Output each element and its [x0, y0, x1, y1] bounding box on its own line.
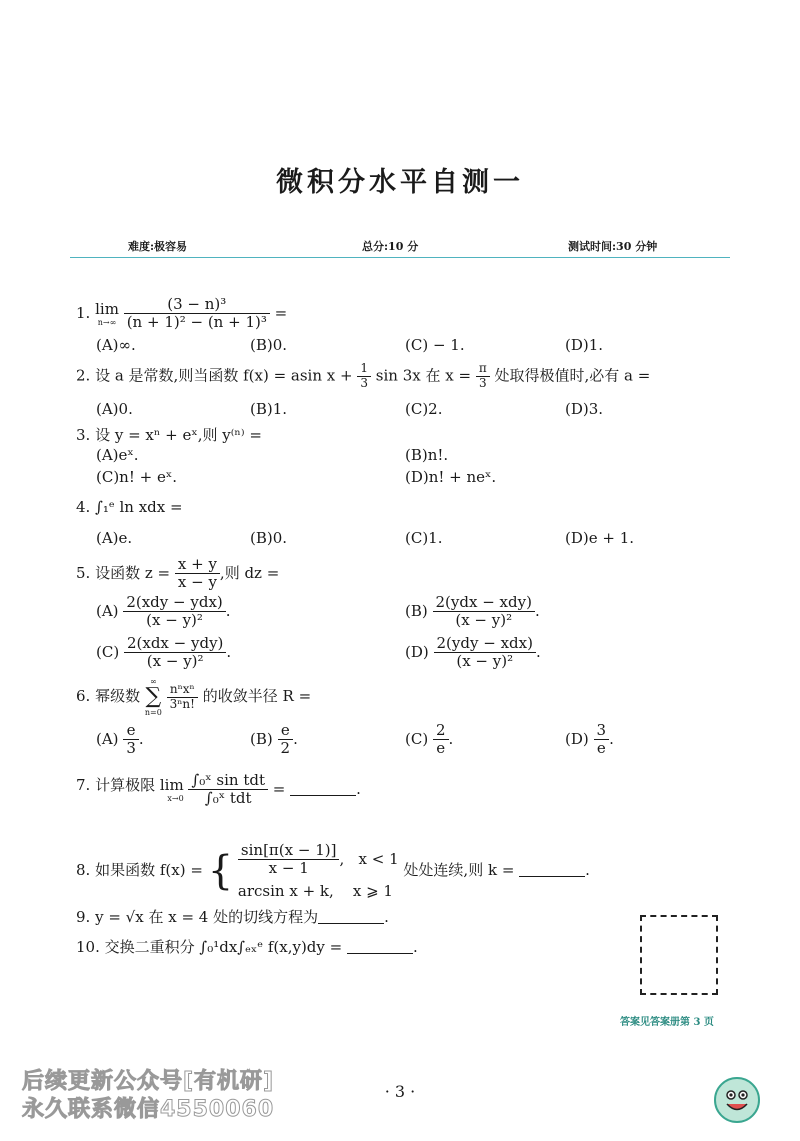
answer-blank — [519, 875, 585, 877]
q3-option-c: (C)n! + eˣ. — [96, 468, 177, 486]
q1-option-b: (B)0. — [250, 336, 288, 354]
answer-blank — [290, 794, 356, 796]
q2-option-a: (A)0. — [96, 400, 133, 418]
question-4: 4. ∫₁ᵉ ln xdx = — [76, 498, 183, 516]
q5-option-d: (D) $\frac{\text{2(ydy − xdx)}}{\text{(x − y)²}}$ . — [405, 634, 541, 671]
q6-option-a: (A) $\frac{e}{3}$ . — [96, 721, 144, 758]
q6-option-b: (B) $\frac{e}{2}$ . — [250, 721, 298, 758]
q6-option-c: (C) $\frac{2}{e}$ . — [405, 721, 454, 758]
q4-option-b: (B)0. — [250, 529, 288, 547]
q1-option-a: (A)∞. — [96, 336, 136, 354]
q5-option-b: (B) $\frac{\text{2(ydx − xdy)}}{\text{(x − y)²}}$ . — [405, 593, 540, 630]
q1-option-c: (C) − 1. — [405, 336, 465, 354]
question-10: 10. 交换二重积分 ∫₀¹dx∫ₑₓᵉ f(x,y)dy = . — [76, 938, 418, 956]
q6-option-d: (D) $\frac{3}{e}$ . — [565, 721, 614, 758]
q2-option-d: (D)3. — [565, 400, 604, 418]
q4-option-a: (A)e. — [96, 529, 133, 547]
question-2: 2. 设 a 是常数,则当函数 f(x) = asin x + $\frac{1}{3}$ sin 3x 在 x = $\frac{\pi}{3}$ 处取得极值时,必有 a = — [76, 361, 651, 390]
total-score-label: 总分:10 分 — [362, 240, 419, 253]
answer-blank — [318, 922, 384, 924]
q2-option-c: (C)2. — [405, 400, 443, 418]
smiley-icon — [714, 1077, 760, 1123]
q1-option-d: (D)1. — [565, 336, 604, 354]
q5-option-c: (C) $\frac{\text{2(xdx − ydy)}}{\text{(x − y)²}}$ . — [96, 634, 232, 671]
question-6: 6. 幂级数 ∞ ∑ n=0 $\frac{\text{nⁿxⁿ}}{\text{3ⁿn!}}$ 的收敛半径 R = — [76, 677, 312, 718]
q3-option-d: (D)n! + neˣ. — [405, 468, 497, 486]
score-box — [640, 915, 718, 995]
q2-option-b: (B)1. — [250, 400, 288, 418]
q5-option-a: (A) $\frac{\text{2(xdy − ydx)}}{\text{(x − y)²}}$ . — [96, 593, 231, 630]
watermark-line-2: 永久联系微信4550060 — [22, 1097, 275, 1122]
q3-option-b: (B)n!. — [405, 446, 449, 464]
difficulty-label: 难度:极容易 — [128, 240, 188, 253]
test-time-label: 测试时间:30 分钟 — [568, 240, 658, 253]
question-7: 7. 计算极限 lim x→0 $\frac{\text{∫₀ˣ sin tdt}}{\text{∫₀ˣ tdt}}$ = . — [76, 771, 361, 808]
answer-reference: 答案见答案册第 3 页 — [620, 1017, 714, 1028]
q4-option-c: (C)1. — [405, 529, 443, 547]
watermark-line-1: 后续更新公众号[有机研] — [22, 1069, 275, 1094]
question-1: 1. lim n→∞ $\frac{\text{(3 − n)³}}{\text{(n + 1)² − (n + 1)³}}$ = — [76, 295, 288, 332]
q4-option-d: (D)e + 1. — [565, 529, 635, 547]
question-8: 8. 如果函数 f(x) = { $\frac{\sin[\pi(x - 1)]}{x - 1}$ , x < 1 arcsin x + k, x ⩾ 1 处处连续,则 k = . — [76, 841, 590, 900]
page-title: 微积分水平自测一 — [276, 167, 524, 198]
question-3: 3. 设 y = xⁿ + eˣ,则 y⁽ⁿ⁾ = — [76, 426, 262, 444]
question-9: 9. y = √x 在 x = 4 处的切线方程为 . — [76, 908, 389, 926]
q3-option-a: (A)eˣ. — [96, 446, 139, 464]
page-number: · 3 · — [384, 1082, 416, 1101]
question-5: 5. 设函数 z = $\frac{x + y}{x - y}$ ,则 dz = — [76, 555, 280, 592]
header-divider — [70, 257, 730, 258]
answer-blank — [347, 952, 413, 954]
